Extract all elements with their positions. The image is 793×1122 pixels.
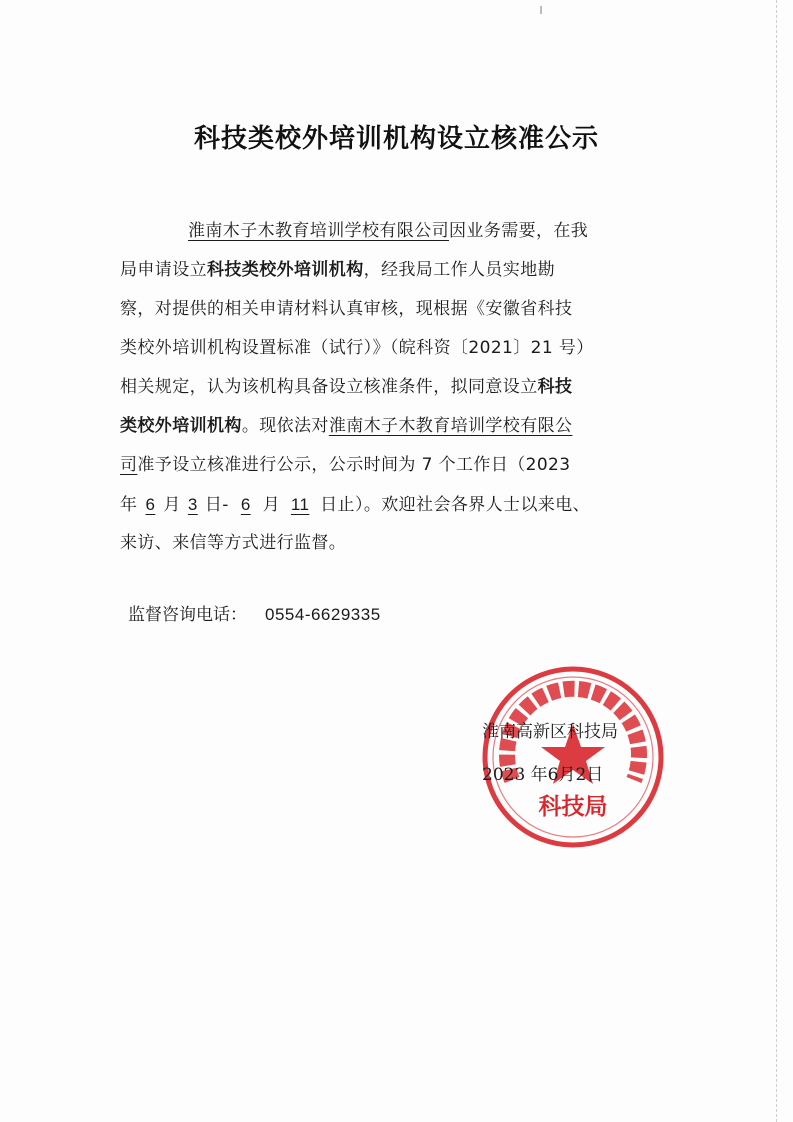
institution-type: 科技类校外培训机构 [207, 260, 364, 280]
body-line-3: 察，对提供的相关申请材料认真审核，现根据《安徽省科技 [120, 299, 573, 319]
body-line-4: 类校外培训机构设置标准（试行）》（皖科资〔2021〕21 号） [120, 338, 594, 358]
announcement-body [120, 212, 690, 563]
phone-label: 监督咨询电话： [128, 605, 247, 625]
body-line-7: 司准予设立核准进行公示，公示时间为 7 个工作日（2023 [120, 455, 571, 475]
issue-date: 2023 年6月2日 [482, 765, 604, 785]
start-month: 6 [145, 495, 156, 514]
supervision-phone [128, 600, 381, 625]
scan-mark [540, 6, 542, 14]
end-month: 6 [240, 495, 251, 514]
issuing-organization: 淮南高新区科技局 [482, 722, 618, 742]
body-line-9: 来访、来信等方式进行监督。 [120, 533, 347, 553]
start-day: 3 [187, 495, 198, 514]
red-official-seal-icon [478, 662, 668, 852]
stamp-bottom-text: 科技局 [538, 793, 608, 820]
body-line-2: 局申请设立科技类校外培训机构，经我局工作人员实地勘 [120, 260, 556, 280]
body-line-5: 相关规定，认为该机构具备设立核准条件，拟同意设立科技 [120, 377, 573, 397]
company-name: 淮南木子木教育培训学校有限公司 [188, 221, 449, 241]
phone-number: 0554-6629335 [265, 605, 381, 624]
body-line-6: 类校外培训机构。现依法对淮南木子木教育培训学校有限公 [120, 416, 573, 436]
body-line-8: 年 6 月 3 日- 6 月 11 日止）。欢迎社会各界人士以来电、 [120, 485, 690, 524]
scan-fold-line [776, 0, 777, 1122]
company-name-repeat: 淮南木子木教育培训学校有限公 [328, 416, 573, 436]
page-title: 科技类校外培训机构设立核准公示 [193, 124, 599, 154]
end-day: 11 [290, 495, 310, 514]
body-line-1: 淮南木子木教育培训学校有限公司因业务需要，在我 [188, 221, 589, 241]
